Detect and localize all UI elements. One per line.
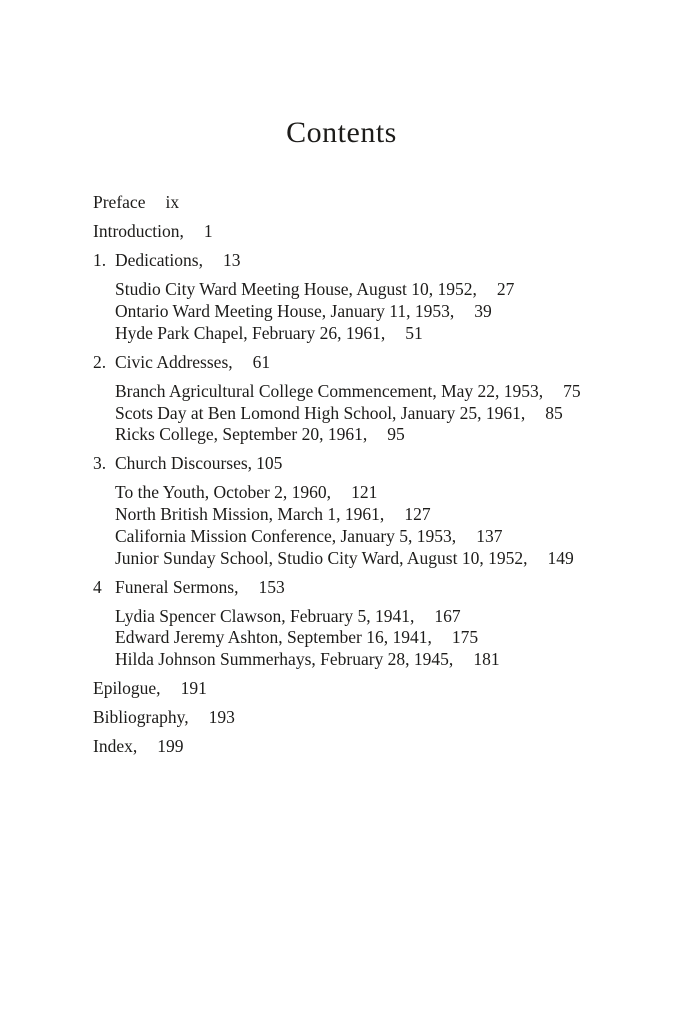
- entry-page-number: 13: [222, 250, 241, 271]
- entry-page-number: 51: [405, 322, 423, 343]
- entry-label: Bibliography,: [93, 707, 189, 728]
- entry-label: Preface: [93, 192, 146, 212]
- entry-label: To the Youth, October 2, 1960,: [115, 482, 332, 503]
- chapter-number: 3.: [93, 453, 107, 474]
- entry-label: Hilda Johnson Summerhays, February 28, 1945,: [115, 649, 454, 670]
- entry-page-number: ix: [165, 192, 180, 212]
- toc-sub-entry: [93, 323, 643, 345]
- toc-entry: [93, 736, 643, 758]
- entry-page-number: 61: [252, 351, 271, 372]
- entry-page-number: 193: [208, 707, 235, 728]
- page-title: Contents: [286, 116, 397, 149]
- entry-page-number: 153: [258, 576, 285, 597]
- toc-sub-entry: [93, 381, 643, 403]
- entry-page-number: 75: [563, 380, 581, 401]
- toc-chapter-entry: [93, 250, 643, 272]
- entry-label: Funeral Sermons,: [115, 576, 239, 597]
- entry-label: Church Discourses,: [115, 453, 253, 474]
- entry-page-number: 167: [434, 605, 461, 626]
- entry-page-number: 85: [545, 402, 563, 423]
- toc-sub-entry-group: [93, 381, 643, 446]
- entry-label: Hyde Park Chapel, February 26, 1961,: [115, 322, 386, 343]
- toc-sub-entry: [93, 526, 643, 548]
- toc-sub-entry: [93, 403, 643, 425]
- toc-sub-entry: [93, 482, 643, 504]
- entry-label: Lydia Spencer Clawson, February 5, 1941,: [115, 605, 415, 626]
- entry-label: Branch Agricultural College Commencement, May 22, 1953,: [115, 380, 544, 401]
- toc-entry: [93, 192, 643, 214]
- entry-label: Introduction,: [93, 221, 184, 242]
- toc-sub-entry: [93, 627, 643, 649]
- entry-page-number: 1: [203, 221, 213, 242]
- entry-page-number: 199: [157, 736, 184, 757]
- entry-label: Civic Addresses,: [115, 351, 233, 372]
- chapter-number: 4: [93, 576, 102, 597]
- toc-chapter-entry: [93, 577, 643, 599]
- entry-label: Junior Sunday School, Studio City Ward, August 10, 1952,: [115, 547, 528, 568]
- entry-label: Edward Jeremy Ashton, September 16, 1941,: [115, 627, 432, 648]
- entry-label: Ricks College, September 20, 1961,: [115, 424, 368, 445]
- entry-page-number: 95: [387, 424, 405, 445]
- entry-page-number: 127: [404, 504, 431, 525]
- chapter-number: 2.: [93, 351, 107, 372]
- toc-sub-entry: [93, 424, 643, 446]
- entry-page-number: 39: [474, 300, 492, 321]
- toc-entries: [93, 192, 643, 758]
- entry-page-number: 191: [180, 678, 207, 699]
- toc-chapter-entry: [93, 453, 643, 475]
- toc-sub-entry-group: [93, 279, 643, 344]
- entry-page-number: 105: [256, 453, 283, 474]
- toc-sub-entry: [93, 279, 643, 301]
- entry-page-number: 181: [473, 649, 500, 670]
- entry-label: Dedications,: [115, 250, 203, 271]
- toc-sub-entry-group: [93, 606, 643, 671]
- entry-page-number: 175: [451, 627, 479, 648]
- entry-page-number: 27: [496, 279, 515, 300]
- entry-page-number: 149: [547, 547, 574, 568]
- toc-sub-entry: [93, 301, 643, 323]
- chapter-number: 1.: [93, 250, 107, 271]
- toc-sub-entry: [93, 548, 643, 570]
- entry-label: Ontario Ward Meeting House, January 11, 1953,: [115, 300, 455, 321]
- toc-sub-entry-group: [93, 482, 643, 569]
- toc-sub-entry: [93, 606, 643, 628]
- toc-entry: [93, 678, 643, 700]
- entry-label: North British Mission, March 1, 1961,: [115, 504, 385, 525]
- entry-label: Studio City Ward Meeting House, August 10, 1952,: [115, 279, 477, 300]
- toc-sub-entry: [93, 504, 643, 526]
- toc-sub-entry: [93, 649, 643, 671]
- toc-entry: [93, 707, 643, 729]
- entry-label: Scots Day at Ben Lomond High School, January 25, 1961,: [115, 402, 526, 423]
- entry-page-number: 137: [476, 525, 503, 546]
- toc-entry: [93, 221, 643, 243]
- entry-label: Index,: [93, 736, 138, 757]
- entry-label: California Mission Conference, January 5, 1953,: [115, 525, 457, 546]
- entry-label: Epilogue,: [93, 678, 161, 699]
- entry-page-number: 121: [351, 482, 378, 503]
- toc-chapter-entry: [93, 352, 643, 374]
